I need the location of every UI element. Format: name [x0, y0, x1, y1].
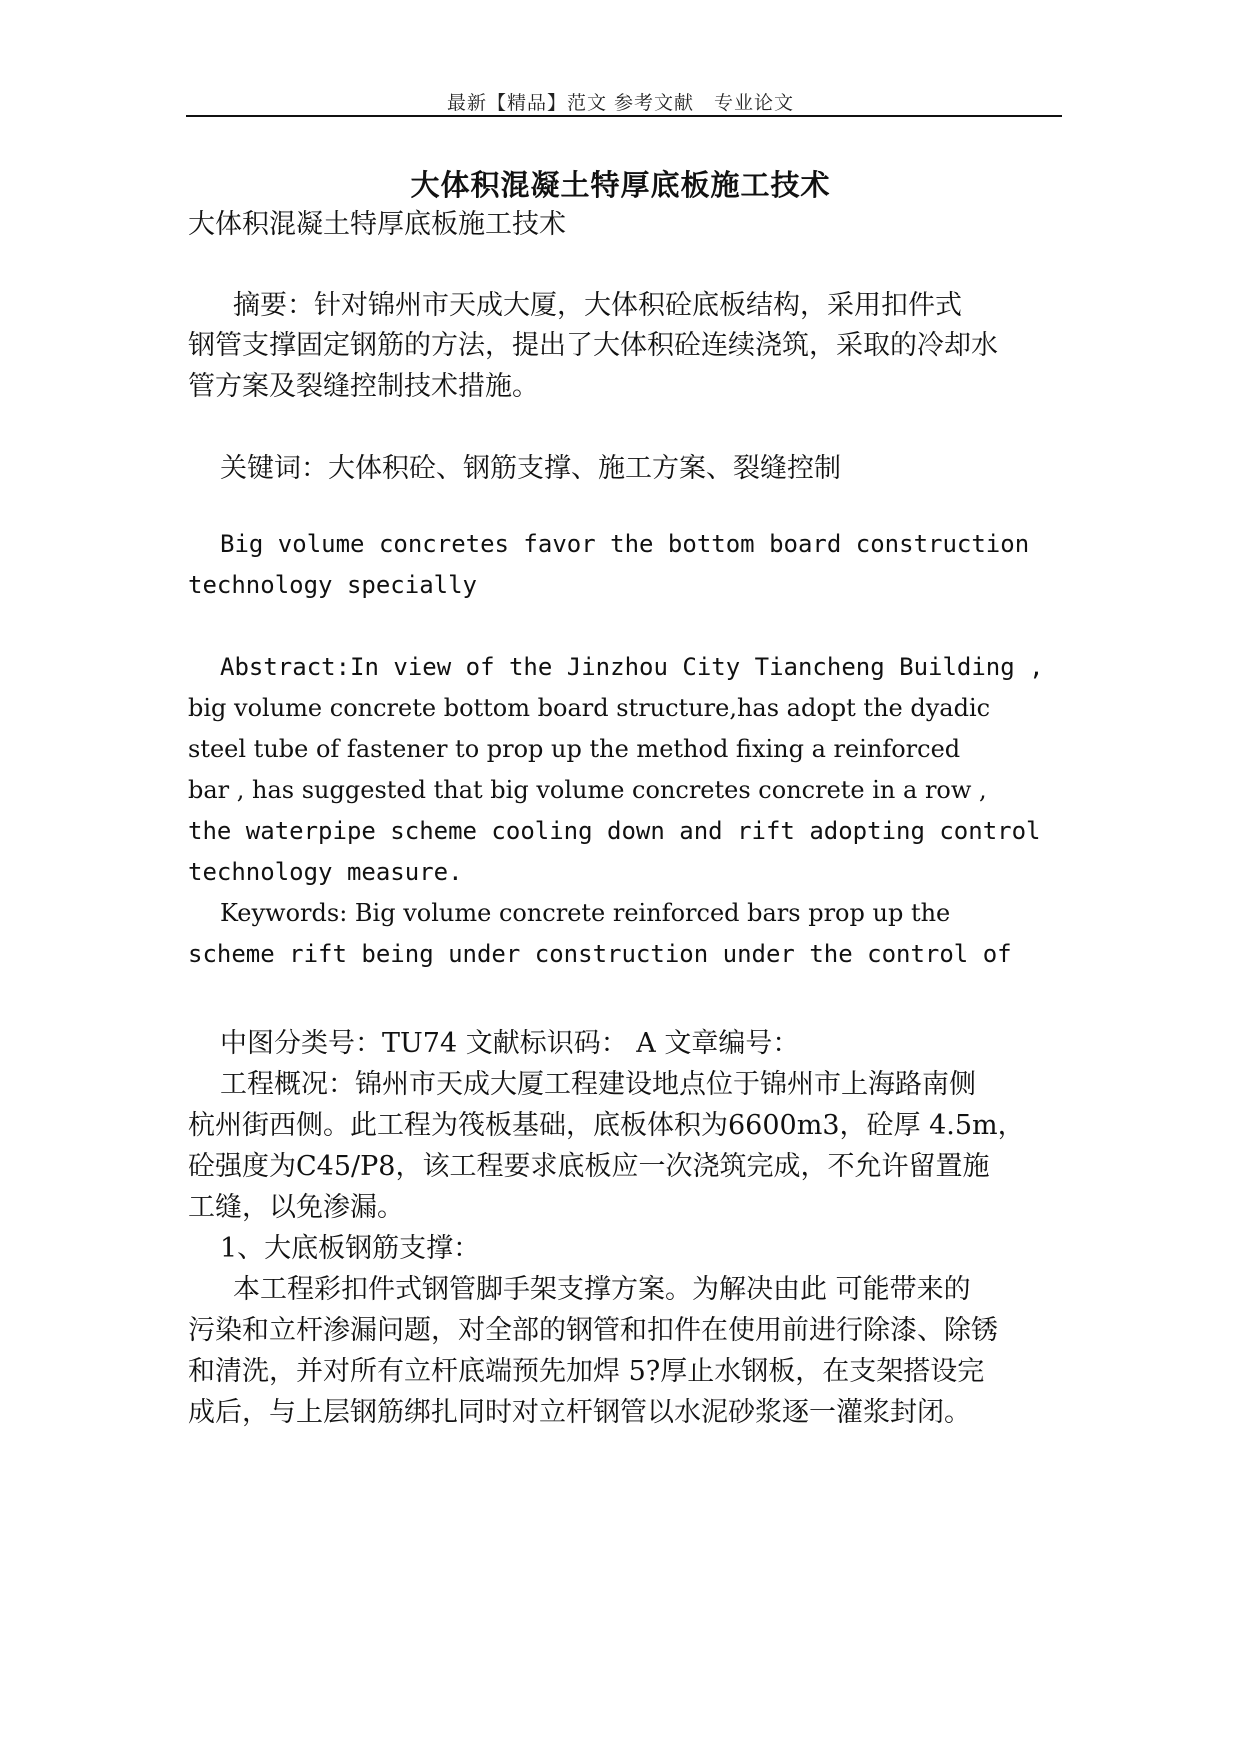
abstract-en-line: Abstract:In view of the Jinzhou City Tiancheng Building ,: [220, 653, 1044, 681]
overview-line: 杭州街西侧。此工程为筏板基础，底板体积为6600m3，砼厚 4.5m，: [188, 1110, 1025, 1141]
section-body-line: 污染和立杆渗漏问题，对全部的钢管和扣件在使用前进行除漆、除锈: [188, 1315, 998, 1346]
english-title-line: Big volume concretes favor the bottom board construction: [220, 530, 1030, 558]
abstract-en-line: bar , has suggested that big volume concretes concrete in a row ,: [188, 776, 987, 804]
english-title-line: technology specially: [188, 571, 477, 599]
abstract-cn-line: 摘要：针对锦州市天成大厦，大体积砼底板结构，采用扣件式: [233, 290, 962, 321]
overview-line: 工缝，以免渗漏。: [188, 1192, 404, 1223]
overview-line: 工程概况：锦州市天成大厦工程建设地点位于锦州市上海路南侧: [220, 1069, 976, 1100]
section-body-line: 本工程彩扣件式钢管脚手架支撑方案。为解决由此 可能带来的: [233, 1274, 971, 1305]
section-heading: 1、大底板钢筋支撑：: [220, 1233, 481, 1264]
section-body-line: 成后，与上层钢筋绑扎同时对立杆钢管以水泥砂浆逐一灌浆封闭。: [188, 1397, 971, 1428]
keywords-cn: 关键词：大体积砼、钢筋支撑、施工方案、裂缝控制: [220, 453, 841, 484]
subtitle: 大体积混凝土特厚底板施工技术: [188, 209, 566, 240]
section-body-line: 和清洗，并对所有立杆底端预先加焊 5?厚止水钢板，在支架搭设完: [188, 1356, 985, 1387]
abstract-en-line: big volume concrete bottom board structure,has adopt the dyadic: [188, 694, 991, 722]
page-header: 最新【精品】范文 参考文献 专业论文: [446, 92, 795, 114]
abstract-en-line: technology measure.: [188, 858, 463, 886]
abstract-cn-line: 管方案及裂缝控制技术措施。: [188, 371, 539, 402]
abstract-en-line: steel tube of fastener to prop up the method fixing a reinforced: [188, 735, 961, 763]
keywords-en-line: Keywords: Big volume concrete reinforced bars prop up the: [220, 899, 951, 927]
overview-line: 砼强度为C45/P8，该工程要求底板应一次浇筑完成，不允许留置施: [188, 1151, 990, 1182]
abstract-cn-line: 钢管支撑固定钢筋的方法，提出了大体积砼连续浇筑，采取的冷却水: [188, 330, 998, 361]
document-title: 大体积混凝土特厚底板施工技术: [410, 168, 831, 202]
keywords-en-line: scheme rift being under construction under the control of: [188, 940, 1012, 968]
abstract-en-line: the waterpipe scheme cooling down and rift adopting control: [188, 817, 1041, 845]
header-divider: [186, 115, 1062, 117]
classification-line: 中图分类号：TU74 文献标识码： A 文章编号：: [220, 1028, 800, 1059]
